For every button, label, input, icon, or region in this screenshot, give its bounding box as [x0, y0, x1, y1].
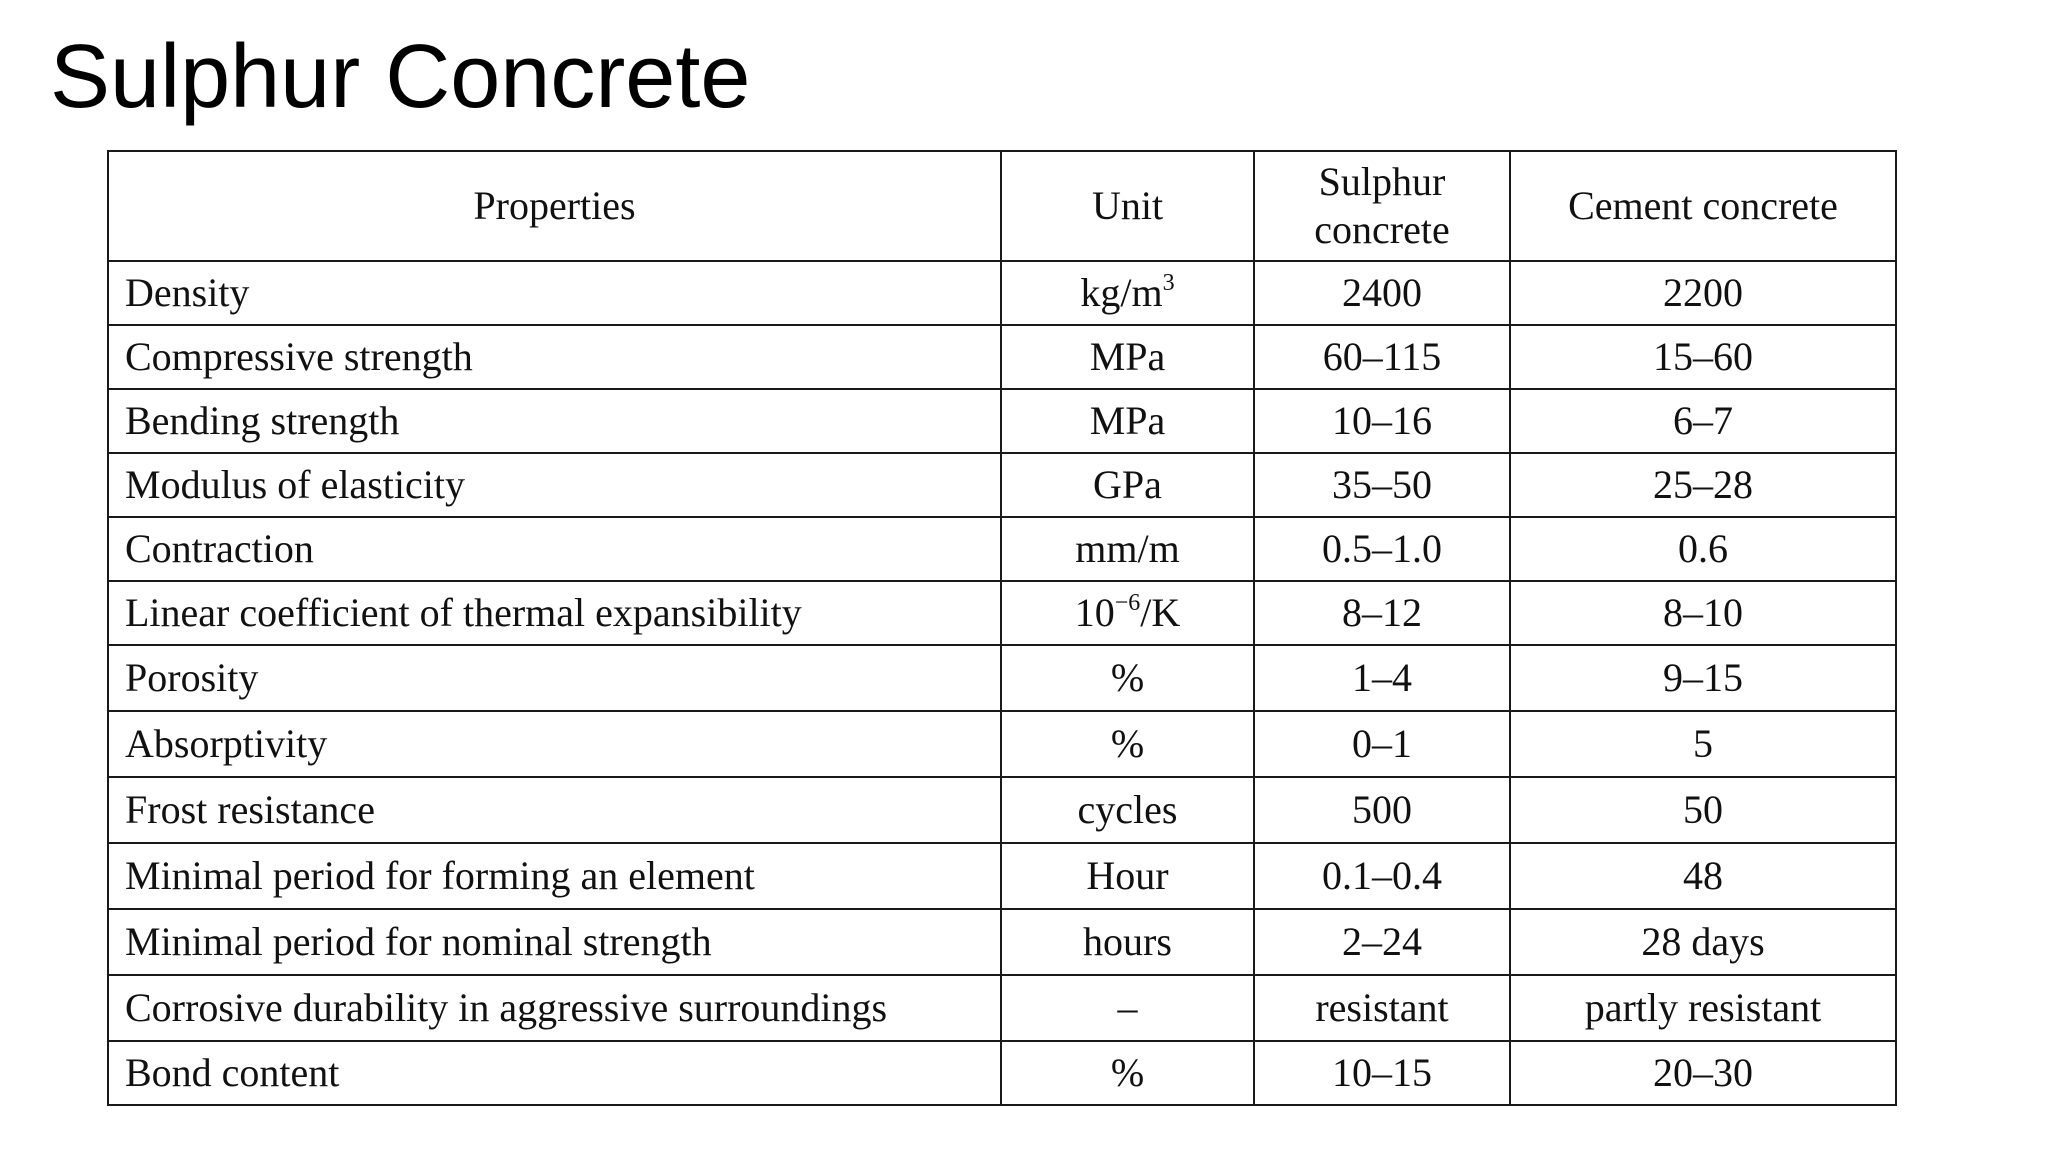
unit-cell	[1001, 517, 1254, 581]
unit-cell	[1001, 453, 1254, 517]
sulphur-value-cell: 2–24	[1254, 909, 1510, 975]
sulphur-value-cell: 60–115	[1254, 325, 1510, 389]
unit-cell	[1001, 843, 1254, 909]
sulphur-value-cell: 1–4	[1254, 645, 1510, 711]
property-cell: Linear coefficient of thermal expansibility	[108, 581, 1001, 645]
unit-cell	[1001, 581, 1254, 645]
unit-superscript: −6	[1114, 590, 1141, 616]
unit-base: %	[1110, 721, 1145, 766]
cement-value-cell: 50	[1510, 777, 1896, 843]
unit-cell	[1001, 645, 1254, 711]
header-row	[108, 151, 1896, 261]
header-unit: Unit	[1001, 151, 1254, 261]
slide-title: Sulphur Concrete	[50, 27, 751, 127]
property-cell: Porosity	[108, 645, 1001, 711]
cement-value-cell: 6–7	[1510, 389, 1896, 453]
cement-value-cell: 15–60	[1510, 325, 1896, 389]
unit-superscript: 3	[1162, 270, 1175, 296]
cement-value-cell: 0.6	[1510, 517, 1896, 581]
cement-value-cell: partly resistant	[1510, 975, 1896, 1041]
cement-value-cell: 9–15	[1510, 645, 1896, 711]
table-row	[108, 1041, 1896, 1105]
table-row	[108, 389, 1896, 453]
property-cell: Bond content	[108, 1041, 1001, 1105]
table-row	[108, 645, 1896, 711]
unit-cell	[1001, 389, 1254, 453]
unit-cell	[1001, 777, 1254, 843]
unit-base: %	[1110, 655, 1145, 700]
property-cell: Minimal period for forming an element	[108, 843, 1001, 909]
unit-base: kg/m	[1080, 270, 1163, 315]
table-row	[108, 325, 1896, 389]
sulphur-value-cell: 2400	[1254, 261, 1510, 325]
unit-base: –	[1117, 985, 1138, 1030]
property-cell: Density	[108, 261, 1001, 325]
table-row	[108, 261, 1896, 325]
cement-value-cell: 5	[1510, 711, 1896, 777]
table-row	[108, 975, 1896, 1041]
cement-value-cell: 2200	[1510, 261, 1896, 325]
sulphur-value-cell: 0–1	[1254, 711, 1510, 777]
unit-base: MPa	[1089, 398, 1166, 443]
header-properties: Properties	[108, 151, 1001, 261]
property-cell: Corrosive durability in aggressive surroundings	[108, 975, 1001, 1041]
sulphur-value-cell: 35–50	[1254, 453, 1510, 517]
table-row	[108, 581, 1896, 645]
unit-cell	[1001, 711, 1254, 777]
property-cell: Compressive strength	[108, 325, 1001, 389]
property-cell: Bending strength	[108, 389, 1001, 453]
property-cell: Minimal period for nominal strength	[108, 909, 1001, 975]
unit-cell	[1001, 325, 1254, 389]
property-cell: Frost resistance	[108, 777, 1001, 843]
sulphur-value-cell: 10–15	[1254, 1041, 1510, 1105]
property-cell: Modulus of elasticity	[108, 453, 1001, 517]
unit-base: Hour	[1086, 853, 1169, 898]
sulphur-value-cell: 0.1–0.4	[1254, 843, 1510, 909]
table-row	[108, 777, 1896, 843]
cement-value-cell: 28 days	[1510, 909, 1896, 975]
table-row	[108, 909, 1896, 975]
unit-base: GPa	[1093, 462, 1162, 507]
sulphur-value-cell: resistant	[1254, 975, 1510, 1041]
cement-value-cell: 8–10	[1510, 581, 1896, 645]
header-sulphur-concrete: Sulphur concrete	[1254, 151, 1510, 261]
sulphur-value-cell: 8–12	[1254, 581, 1510, 645]
table-row	[108, 711, 1896, 777]
sulphur-value-cell: 500	[1254, 777, 1510, 843]
header-cement-concrete: Cement concrete	[1510, 151, 1896, 261]
table-row	[108, 453, 1896, 517]
unit-cell	[1001, 975, 1254, 1041]
properties-table	[107, 150, 1897, 1106]
unit-cell	[1001, 909, 1254, 975]
sulphur-value-cell: 0.5–1.0	[1254, 517, 1510, 581]
unit-base: %	[1110, 1050, 1145, 1095]
unit-cell	[1001, 261, 1254, 325]
unit-base: mm/m	[1075, 526, 1180, 571]
unit-base: cycles	[1077, 787, 1178, 832]
unit-tail: /K	[1140, 590, 1181, 635]
sulphur-value-cell: 10–16	[1254, 389, 1510, 453]
unit-base: MPa	[1089, 334, 1166, 379]
cement-value-cell: 20–30	[1510, 1041, 1896, 1105]
unit-cell	[1001, 1041, 1254, 1105]
property-cell: Contraction	[108, 517, 1001, 581]
cement-value-cell: 48	[1510, 843, 1896, 909]
unit-base: 10	[1074, 590, 1115, 635]
cement-value-cell: 25–28	[1510, 453, 1896, 517]
unit-base: hours	[1083, 919, 1172, 964]
property-cell: Absorptivity	[108, 711, 1001, 777]
table-row	[108, 517, 1896, 581]
table-row	[108, 843, 1896, 909]
